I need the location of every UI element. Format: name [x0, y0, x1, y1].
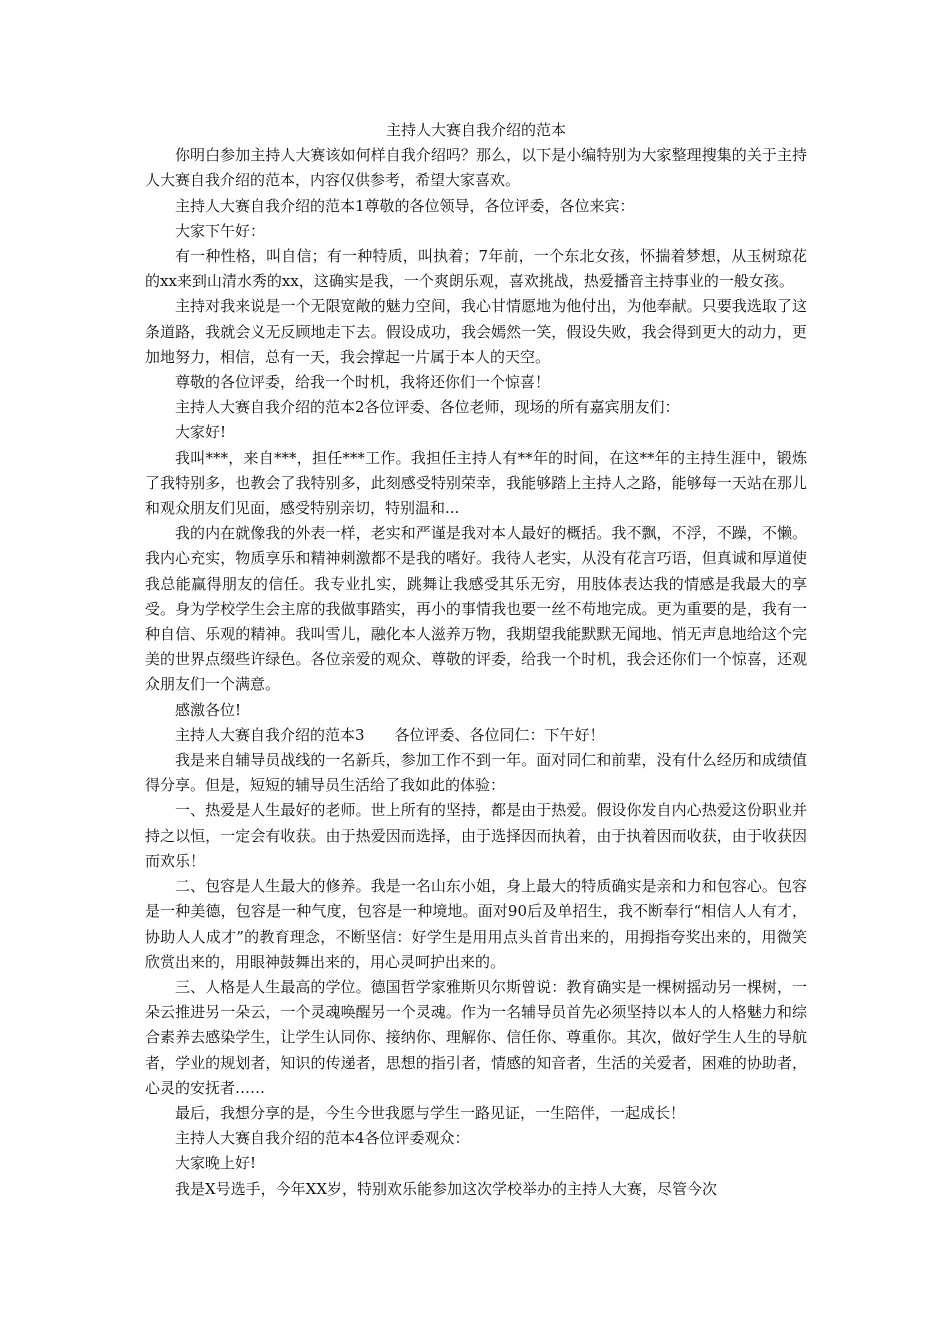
- paragraph: 我是来自辅导员战线的一名新兵，参加工作不到一年。面对同仁和前辈，没有什么经历和成绩值得分享。但是，短短的辅导员生活给了我如此的体验：: [145, 751, 807, 795]
- paragraph: 我叫***，来自***，担任***工作。我担任主持人有**年的时间，在这**年的主持生涯中，锻炼了我特别多，也教会了我特别多，此刻感受特别荣幸，我能够踏上主持人之路，能够每一天站在那儿和观众朋友们见面，感受特别亲切，特别温和...: [145, 448, 807, 518]
- document-page: [145, 118, 807, 1202]
- document-title: 主持人大赛自我介绍的范本: [385, 121, 566, 139]
- paragraph-sample3-heading: 主持人大赛自我介绍的范本3 各位评委、各位同仁：下午好！: [175, 725, 605, 744]
- paragraph: 二、包容是人生最大的修养。我是一名山东小姐，身上最大的特质确实是亲和力和包容心。包容是一种美德，包容是一种气度，包容是一种境地。面对90后及单招生，我不断奉行“相信人人有才，协助人人成才”的教育理念，不断坚信：好学生是用用点头首肯出来的，用拇指夸奖出来的，用微笑欣赏出来的，用眼神鼓舞出来的，用心灵呵护出来的。: [145, 877, 807, 971]
- paragraph-intro: 你明白参加主持人大赛该如何样自我介绍吗？那么，以下是小编特别为大家整理搜集的关于主持人大赛自我介绍的范本，内容仅供参考，希望大家喜欢。: [145, 146, 807, 190]
- paragraph: 一、热爱是人生最好的老师。世上所有的坚持，都是由于热爱。假设你发自内心热爱这份职业并持之以恒，一定会有收获。由于热爱因而选择，由于选择因而执着，由于执着因而收获，由于收获因而欢乐！: [145, 801, 807, 870]
- paragraph: 尊敬的各位评委，给我一个时机，我将还你们一个惊喜！: [175, 373, 551, 392]
- paragraph-thanks: 感激各位!: [175, 700, 242, 719]
- paragraph-greeting: 大家好!: [175, 423, 227, 442]
- paragraph: 我是X号选手，今年XX岁，特别欢乐能参加这次学校举办的主持人大赛，尽管今次: [175, 1179, 718, 1198]
- paragraph: 我的内在就像我的外表一样，老实和严谨是我对本人最好的概括。我不飘，不浮，不躁，不懒。我内心充实，物质享乐和精神刺激都不是我的嗜好。我待人老实，从没有花言巧语，但真诚和厚道使我总能赢得朋友的信任。我专业扎实，跳舞让我感受其乐无穷，用肢体表达我的情感是我最大的享受。身为学校学生会主席的我做事踏实，再小的事情我也要一丝不苟地完成。更为重要的是，我有一种自信、乐观的精神。我叫雪儿，融化本人滋养万物，我期望我能默默无闻地、悄无声息地给这个完美的世界点缀些许绿色。各位亲爱的观众、尊敬的评委，给我一个时机，我会还你们一个惊喜，还观众朋友们一个满意。: [145, 524, 807, 694]
- paragraph-sample2-heading: 主持人大赛自我介绍的范本2各位评委、各位老师，现场的所有嘉宾朋友们：: [175, 398, 680, 417]
- paragraph-sample4-heading: 主持人大赛自我介绍的范本4各位评委观众：: [175, 1129, 470, 1148]
- paragraph-sample1-heading: 主持人大赛自我介绍的范本1尊敬的各位领导，各位评委，各位来宾：: [175, 196, 635, 215]
- paragraph: 最后，我想分享的是，今生今世我愿与学生一路见证，一生陪伴，一起成长！: [175, 1103, 686, 1122]
- paragraph: 三、人格是人生最高的学位。德国哲学家雅斯贝尔斯曾说：教育确实是一棵树摇动另一棵树，一朵云推进另一朵云，一个灵魂唤醒另一个灵魂。作为一名辅导员首先必须坚持以本人的人格魅力和综合素养去感染学生，让学生认同你、接纳你、理解你、信任你、尊重你。其次，做好学生人生的导航者，学业的规划者，知识的传递者，思想的指引者，情感的知音者，生活的关爱者，困难的协助者，心灵的安抚者……: [145, 977, 807, 1097]
- paragraph-greeting-evening: 大家晚上好!: [175, 1154, 257, 1173]
- paragraph: 有一种性格，叫自信；有一种特质，叫执着；7年前，一个东北女孩，怀揣着梦想，从玉树琼花的xx来到山清水秀的xx，这确实是我，一个爽朗乐观，喜欢挑战，热爱播音主持事业的一般女孩。: [145, 247, 807, 291]
- paragraph: 主持对我来说是一个无限宽敞的魅力空间，我心甘情愿地为他付出，为他奉献。只要我选取了这条道路，我就会义无反顾地走下去。假设成功，我会嫣然一笑，假设失败，我会得到更大的动力，更加地努力，相信，总有一天，我会撑起一片属于本人的天空。: [145, 297, 807, 366]
- paragraph-greeting-afternoon: 大家下午好：: [175, 221, 266, 240]
